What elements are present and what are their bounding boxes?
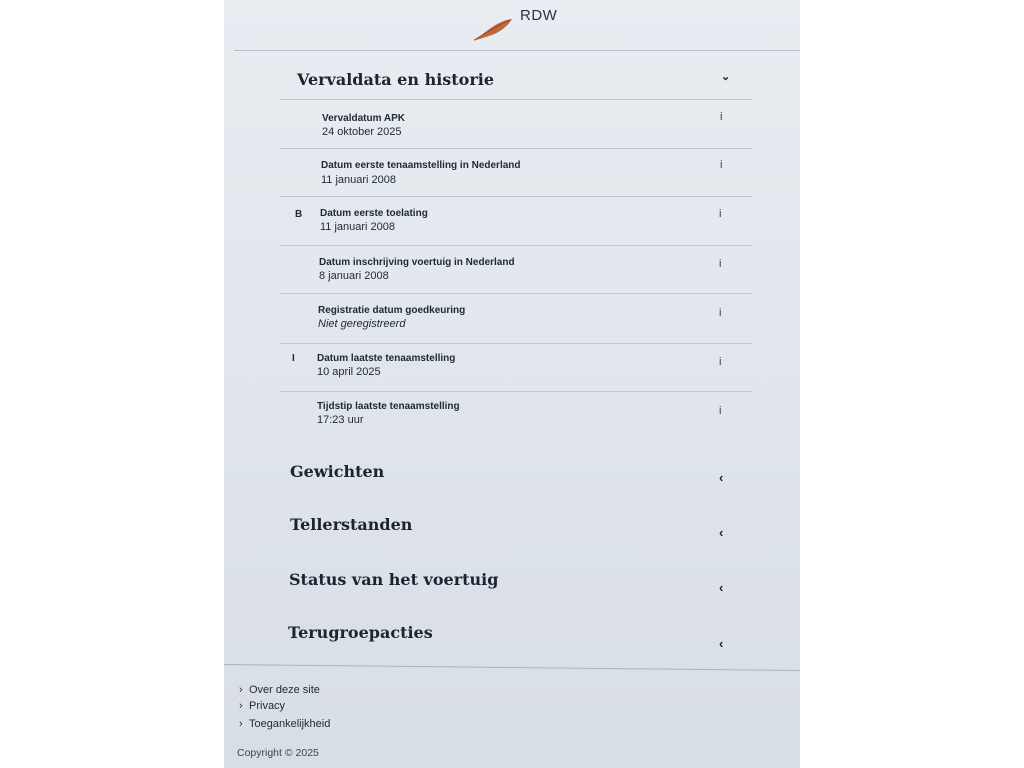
divider	[280, 391, 752, 392]
chevron-right-icon: ›	[239, 700, 243, 712]
row-value: 10 april 2025	[317, 366, 381, 378]
copyright: Copyright © 2025	[237, 747, 319, 759]
row-value: 24 oktober 2025	[322, 126, 402, 138]
header	[224, 0, 800, 52]
brand-name: RDW	[520, 7, 558, 24]
header-divider	[234, 50, 800, 51]
footer-divider	[224, 664, 800, 671]
chevron-left-icon[interactable]: ‹	[719, 470, 724, 485]
chevron-left-icon[interactable]: ‹	[719, 580, 724, 595]
row-label: Datum eerste tenaamstelling in Nederland	[321, 160, 521, 171]
info-icon[interactable]: i	[719, 356, 722, 368]
section-title-vervaldata[interactable]: Vervaldata en historie	[297, 70, 495, 89]
footer-link-privacy[interactable]	[239, 700, 285, 712]
row-value: 17:23 uur	[317, 414, 364, 426]
footer-link-label: Privacy	[249, 700, 286, 712]
row-label: Datum inschrijving voertuig in Nederland	[319, 257, 515, 268]
chevron-left-icon[interactable]: ‹	[719, 636, 724, 651]
rdw-logo	[468, 16, 514, 44]
divider	[280, 148, 752, 149]
footer-link-label: Toegankelijkheid	[249, 718, 331, 730]
divider	[280, 196, 752, 197]
row-label: Registratie datum goedkeuring	[318, 305, 466, 316]
info-icon[interactable]: i	[720, 111, 723, 123]
divider	[280, 245, 752, 246]
chevron-right-icon: ›	[239, 718, 243, 730]
chevron-left-icon[interactable]: ‹	[719, 525, 724, 540]
divider	[280, 99, 752, 100]
info-icon[interactable]: i	[719, 405, 722, 417]
section-title-gewichten[interactable]: Gewichten	[290, 462, 385, 481]
section-title-terugroepacties[interactable]: Terugroepacties	[288, 623, 433, 642]
row-value: 11 januari 2008	[321, 174, 397, 186]
info-icon[interactable]: i	[719, 208, 722, 220]
row-label: Tijdstip laatste tenaamstelling	[317, 401, 460, 412]
footer-link-toegankelijkheid[interactable]	[239, 718, 330, 730]
row-value: 11 januari 2008	[320, 221, 396, 233]
row-marker: B	[295, 209, 303, 220]
section-title-status[interactable]: Status van het voertuig	[289, 570, 499, 589]
row-label: Datum eerste toelating	[320, 208, 428, 219]
row-label: Datum laatste tenaamstelling	[317, 353, 456, 364]
row-marker: I	[292, 353, 295, 364]
row-label: Vervaldatum APK	[322, 113, 405, 124]
page	[224, 0, 800, 768]
chevron-right-icon: ›	[239, 684, 243, 696]
footer-link-over[interactable]	[239, 684, 320, 696]
footer-link-label: Over deze site	[249, 684, 320, 696]
chevron-down-icon[interactable]: ⌄	[721, 71, 731, 83]
divider	[280, 293, 752, 294]
info-icon[interactable]: i	[720, 159, 723, 171]
row-value: Niet geregistreerd	[318, 318, 406, 330]
info-icon[interactable]: i	[719, 307, 722, 319]
section-title-tellerstanden[interactable]: Tellerstanden	[290, 515, 413, 534]
row-value: 8 januari 2008	[319, 270, 389, 282]
info-icon[interactable]: i	[719, 258, 722, 270]
divider	[280, 343, 752, 344]
